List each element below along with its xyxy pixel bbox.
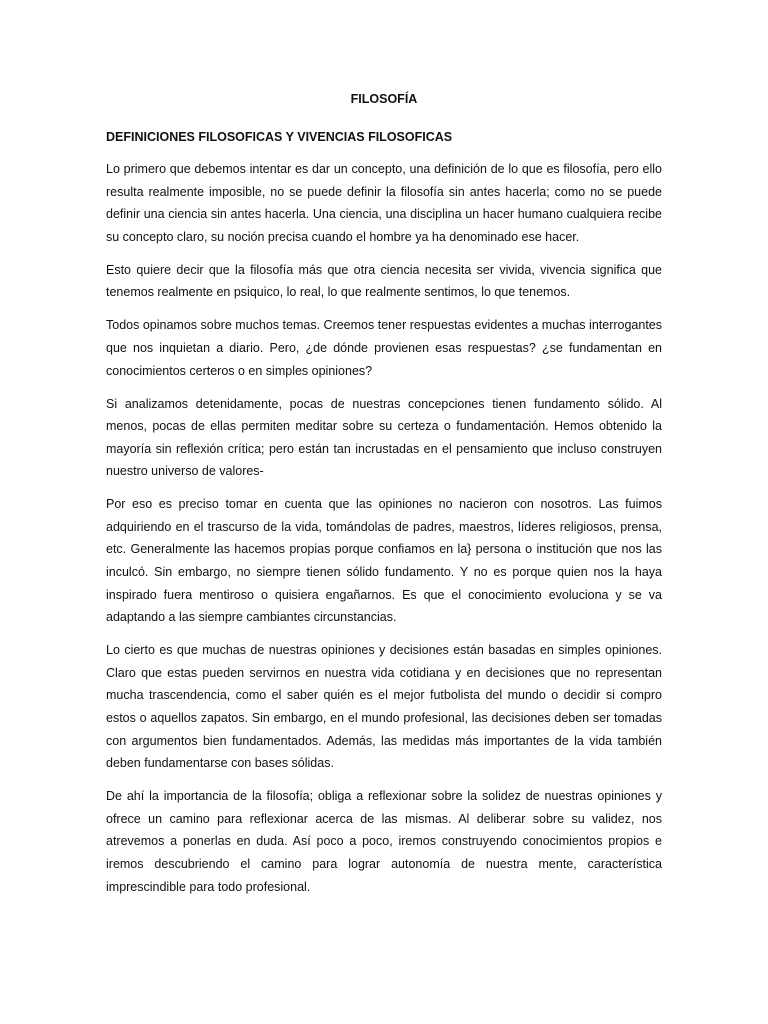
paragraph-2: Esto quiere decir que la filosofía más que otra ciencia necesita ser vivida, vivencia significa que tenemos realmente en psiquico, lo real, lo que realmente sentimos, lo que tenemos. xyxy=(106,262,662,300)
document-body xyxy=(106,90,662,909)
paragraph-4: Si analizamos detenidamente, pocas de nuestras concepciones tienen fundamento sólido. Al menos, pocas de ellas permiten meditar sobre su certeza o fundamentación. Hemos obtenido la mayoría sin reflexión crítica; pero están tan incrustadas en el pensamiento que incluso construyen nuestro universo de valores- xyxy=(106,396,662,479)
paragraph-7: De ahí la importancia de la filosofía; obliga a reflexionar sobre la solidez de nuestras opiniones y ofrece un camino para reflexionar acerca de las mismas. Al deliberar sobre su validez, nos atrevemos a ponerlas en duda. Así poco a poco, iremos construyendo conocimientos propios e iremos descubriendo el camino para lograr autonomía de nuestra mente, característica imprescindible para todo profesional. xyxy=(106,789,662,894)
page-title: FILOSOFÍA xyxy=(350,92,418,106)
section-heading: DEFINICIONES FILOSOFICAS Y VIVENCIAS FILOSOFICAS xyxy=(106,130,453,144)
paragraph-1: Lo primero que debemos intentar es dar un concepto, una definición de lo que es filosofía, pero ello resulta realmente imposible, no se puede definir la filosofía sin antes hacerla; como no se puede definir una ciencia sin antes hacerla. Una ciencia, una disciplina un hacer humano cualquiera recibe su concepto claro, su noción precisa cuando el hombre ya ha denominado ese hacer. xyxy=(106,162,662,244)
paragraph-5: Por eso es preciso tomar en cuenta que las opiniones no nacieron con nosotros. Las fuimos adquiriendo en el trascurso de la vida, tomándolas de padres, maestros, líderes religiosos, prensa, etc. Generalmente las hacemos propias porque confiamos en la} persona o institución que nos las inculcó. Sin embargo, no siempre tienen sólido fundamento. Y no es porque quien nos la haya inspirado fuera mentiroso o quisiera engañarnos. Es que el conocimiento evoluciona y se va adaptando a las siempre cambiantes circunstancias. xyxy=(106,497,662,625)
paragraph-3: Todos opinamos sobre muchos temas. Creemos tener respuestas evidentes a muchas interrogantes que nos inquietan a diario. Pero, ¿de dónde provienen esas respuestas? ¿se fundamentan en conocimientos certeros o en simples opiniones? xyxy=(106,318,662,378)
paragraph-6: Lo cierto es que muchas de nuestras opiniones y decisiones están basadas en simples opiniones. Claro que estas pueden servirnos en nuestra vida cotidiana y en decisiones que no representan mucha trascendencia, como el saber quién es el mejor futbolista del mundo o decidir si compro estos o aquellos zapatos. Sin embargo, en el mundo profesional, las decisiones deben ser tomadas con argumentos bien fundamentados. Además, las medidas más importantes de la vida también deben fundamentarse con bases sólidas. xyxy=(106,643,662,771)
